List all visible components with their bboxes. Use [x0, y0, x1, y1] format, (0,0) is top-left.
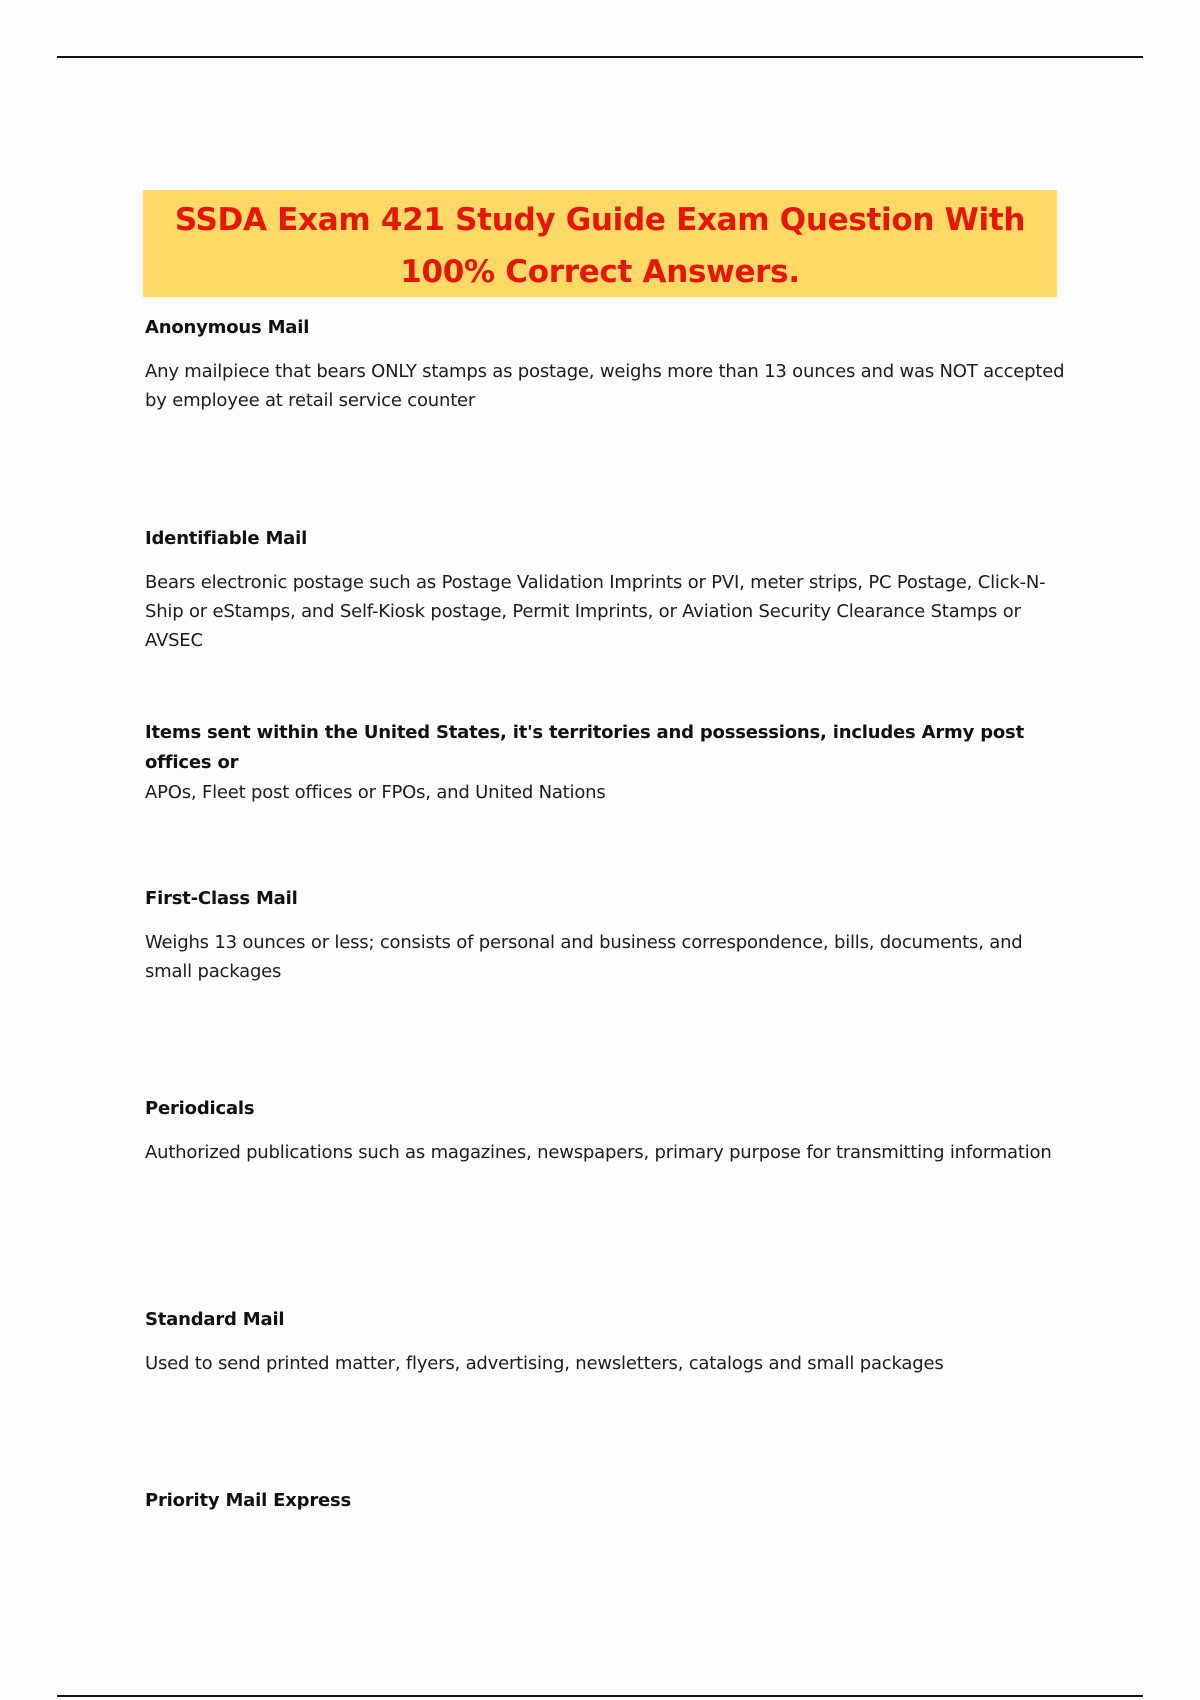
entry-definition: Authorized publications such as magazines, newspapers, primary purpose for transmitting information [145, 1142, 1052, 1163]
entry-anonymous-mail [145, 313, 1065, 415]
header-rule [57, 56, 1143, 58]
entry-periodicals [145, 1094, 1065, 1167]
document-title: SSDA Exam 421 Study Guide Exam Question With 100% Correct Answers. [174, 202, 1026, 290]
entry-priority-mail-express [145, 1486, 1065, 1530]
entry-identifiable-mail [145, 524, 1065, 655]
entry-domestic-items [145, 718, 1065, 807]
entry-term: Periodicals [145, 1098, 255, 1119]
footer-rule [57, 1695, 1143, 1697]
entry-definition: Used to send printed matter, flyers, advertising, newsletters, catalogs and small packages [145, 1353, 944, 1374]
entry-standard-mail [145, 1305, 1065, 1378]
entry-term: Anonymous Mail [145, 317, 310, 338]
entry-term: Identifiable Mail [145, 528, 308, 549]
title-banner [143, 190, 1057, 297]
entry-first-class-mail [145, 884, 1065, 986]
entry-term: Items sent within the United States, it's territories and possessions, includes Army post offices or [145, 722, 1024, 773]
entry-definition: APOs, Fleet post offices or FPOs, and United Nations [145, 782, 606, 803]
entry-definition: Bears electronic postage such as Postage Validation Imprints or PVI, meter strips, PC Postage, Click-N-Ship or eStamps, and Self-Kiosk postage, Permit Imprints, or Aviation Security Clearance Stamps or AVSEC [145, 572, 1046, 651]
entry-term: Standard Mail [145, 1309, 285, 1330]
entry-term: Priority Mail Express [145, 1490, 352, 1511]
entry-term: First-Class Mail [145, 888, 298, 909]
entry-definition: Weighs 13 ounces or less; consists of personal and business correspondence, bills, documents, and small packages [145, 932, 1023, 982]
entry-definition: Any mailpiece that bears ONLY stamps as postage, weighs more than 13 ounces and was NOT accepted by employee at retail service counter [145, 361, 1065, 411]
